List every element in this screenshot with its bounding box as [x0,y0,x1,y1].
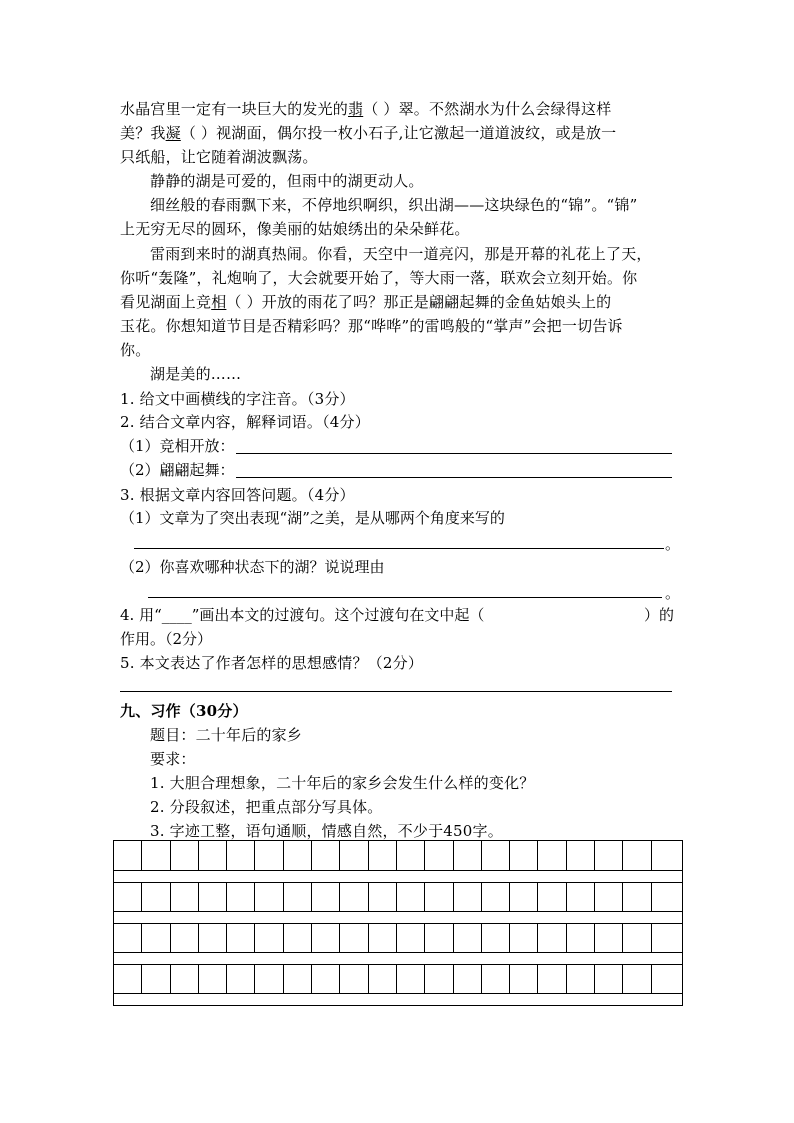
grid-cell[interactable] [312,923,340,952]
grid-cell[interactable] [397,882,425,911]
grid-cell[interactable] [369,923,397,952]
grid-cell[interactable] [284,964,312,993]
grid-cell[interactable] [199,841,227,870]
grid-cell[interactable] [425,882,453,911]
grid-cell[interactable] [595,841,623,870]
passage-line-6: 上无穷无尽的圆环，像美丽的姑娘绣出的朵朵鲜花。 [120,220,470,238]
requirement-3: 3. 字迹工整，语句通顺，情感自然，不少于450字。 [150,822,503,840]
question-3-1-label: （1）文章为了突出表现“湖”之美，是从哪两个角度来写的 [120,509,505,527]
grid-cell[interactable] [312,841,340,870]
grid-cell[interactable] [482,841,510,870]
grid-cell[interactable] [199,882,227,911]
passage-line-10: 玉花。你想知道节目是否精彩吗？那“哗哗”的雷鸣般的“掌声”会把一切告诉 [120,317,623,335]
grid-row[interactable] [114,882,682,911]
grid-cell[interactable] [340,882,368,911]
grid-cell[interactable] [171,841,199,870]
grid-cell[interactable] [255,882,283,911]
grid-cell[interactable] [397,964,425,993]
grid-cell[interactable] [142,841,170,870]
grid-cell[interactable] [510,964,538,993]
writing-grid[interactable] [113,840,683,1006]
question-2-2-label: （2）翩翩起舞： [120,461,235,479]
grid-row-separator [114,911,682,912]
grid-cell[interactable] [538,882,566,911]
requirements-label: 要求： [150,750,196,768]
grid-cell[interactable] [227,923,255,952]
grid-cell[interactable] [652,882,680,911]
grid-row[interactable] [114,841,682,870]
grid-cell[interactable] [369,882,397,911]
question-4-suffix: ）的 [644,606,675,624]
question-3-2-label: （2）你喜欢哪种状态下的湖？说说理由 [120,558,385,576]
grid-cell[interactable] [340,964,368,993]
grid-cell[interactable] [425,841,453,870]
grid-cell[interactable] [510,882,538,911]
grid-cell[interactable] [227,964,255,993]
grid-cell[interactable] [595,964,623,993]
question-1: 1. 给文中画横线的字注音。（3分） [120,390,355,408]
grid-cell[interactable] [652,841,680,870]
grid-cell[interactable] [255,841,283,870]
grid-row-separator [114,964,682,965]
passage-line-9: 看见湖面上竞相（ ）开放的雨花了吗？那正是翩翩起舞的金鱼姑娘头上的 [120,293,612,311]
grid-cell[interactable] [538,964,566,993]
grid-cell[interactable] [142,964,170,993]
grid-cell[interactable] [171,964,199,993]
passage-line-7: 雷雨到来时的湖真热闹。你看，天空中一道亮闪，那是开幕的礼花上了天， [150,245,652,263]
grid-cell[interactable] [369,841,397,870]
grid-cell[interactable] [255,923,283,952]
grid-cell[interactable] [623,882,651,911]
question-3: 3. 根据文章内容回答问题。（4分） [120,486,355,504]
grid-cell[interactable] [369,964,397,993]
grid-cell[interactable] [171,882,199,911]
grid-cell[interactable] [114,964,142,993]
grid-row[interactable] [114,964,682,993]
grid-cell[interactable] [142,882,170,911]
composition-title: 题目：二十年后的家乡 [150,726,303,744]
grid-cell[interactable] [623,923,651,952]
grid-cell[interactable] [425,964,453,993]
grid-cell[interactable] [284,923,312,952]
grid-cell[interactable] [312,882,340,911]
grid-cell[interactable] [227,841,255,870]
answer-line-5[interactable] [120,691,672,692]
grid-cell[interactable] [595,923,623,952]
grid-row-separator [114,870,682,871]
passage-line-12: 湖是美的…… [150,365,242,383]
requirement-1: 1. 大胆合理想象，二十年后的家乡会发生什么样的变化？ [150,774,535,792]
grid-cell[interactable] [114,841,142,870]
passage-line-1: 水晶宫里一定有一块巨大的发光的翡（ ）翠。不然湖水为什么会绿得这样 [120,100,612,118]
grid-cell[interactable] [652,964,680,993]
grid-cell[interactable] [454,923,482,952]
grid-row-separator [114,993,682,994]
grid-cell[interactable] [567,964,595,993]
question-4: 4. 用“____”画出本文的过渡句。这个过渡句在文中起（ [120,606,485,624]
grid-cell[interactable] [510,841,538,870]
grid-cell[interactable] [142,923,170,952]
grid-cell[interactable] [567,882,595,911]
grid-cell[interactable] [397,841,425,870]
period-mark: 。 [665,535,681,553]
grid-cell[interactable] [284,882,312,911]
grid-cell[interactable] [538,841,566,870]
grid-cell[interactable] [312,964,340,993]
answer-line-2-1[interactable] [236,453,672,454]
grid-row-separator [114,952,682,953]
grid-cell[interactable] [623,964,651,993]
requirement-2: 2. 分段叙述，把重点部分写具体。 [150,798,383,816]
grid-cell[interactable] [623,841,651,870]
grid-row-separator [114,882,682,883]
grid-cell[interactable] [255,964,283,993]
grid-cell[interactable] [425,923,453,952]
grid-cell[interactable] [652,923,680,952]
question-2-1-label: （1）竞相开放： [120,437,235,455]
grid-cell[interactable] [340,923,368,952]
passage-line-3: 只纸船，让它随着湖波飘荡。 [120,148,318,166]
question-2: 2. 结合文章内容，解释词语。（4分） [120,413,370,431]
passage-line-11: 你。 [120,341,151,359]
grid-cell[interactable] [482,923,510,952]
grid-cell[interactable] [340,841,368,870]
grid-cell[interactable] [482,882,510,911]
grid-cell[interactable] [227,882,255,911]
grid-cell[interactable] [510,923,538,952]
answer-line-3-1[interactable] [134,548,664,549]
passage-line-4: 静静的湖是可爱的，但雨中的湖更动人。 [150,172,424,190]
grid-cell[interactable] [171,923,199,952]
grid-cell[interactable] [284,841,312,870]
grid-cell[interactable] [567,841,595,870]
grid-cell[interactable] [199,964,227,993]
grid-cell[interactable] [538,923,566,952]
answer-line-2-2[interactable] [236,477,672,478]
passage-line-2: 美？我凝（ ）视湖面，偶尔投一枚小石子,让它激起一道道波纹，或是放一 [120,124,617,142]
grid-cell[interactable] [454,841,482,870]
passage-line-5: 细丝般的春雨飘下来，不停地织啊织，织出湖——这块绿色的“锦”。“锦” [150,196,638,214]
period-mark: 。 [665,584,681,602]
grid-cell[interactable] [595,882,623,911]
grid-cell[interactable] [454,882,482,911]
grid-cell[interactable] [482,964,510,993]
grid-row[interactable] [114,923,682,952]
grid-cell[interactable] [397,923,425,952]
question-4-line-2: 作用。（2分） [120,630,213,648]
grid-cell[interactable] [114,923,142,952]
grid-row-separator [114,923,682,924]
passage-line-8: 你听“轰隆”，礼炮响了，大会就要开始了，等大雨一落，联欢会立刻开始。你 [120,269,638,287]
section-heading: 九、习作（30分） [120,702,248,720]
question-5: 5. 本文表达了作者怎样的思想感情？（2分） [120,654,424,672]
grid-cell[interactable] [567,923,595,952]
answer-line-3-2[interactable] [148,597,662,598]
grid-cell[interactable] [114,882,142,911]
grid-cell[interactable] [454,964,482,993]
grid-cell[interactable] [199,923,227,952]
